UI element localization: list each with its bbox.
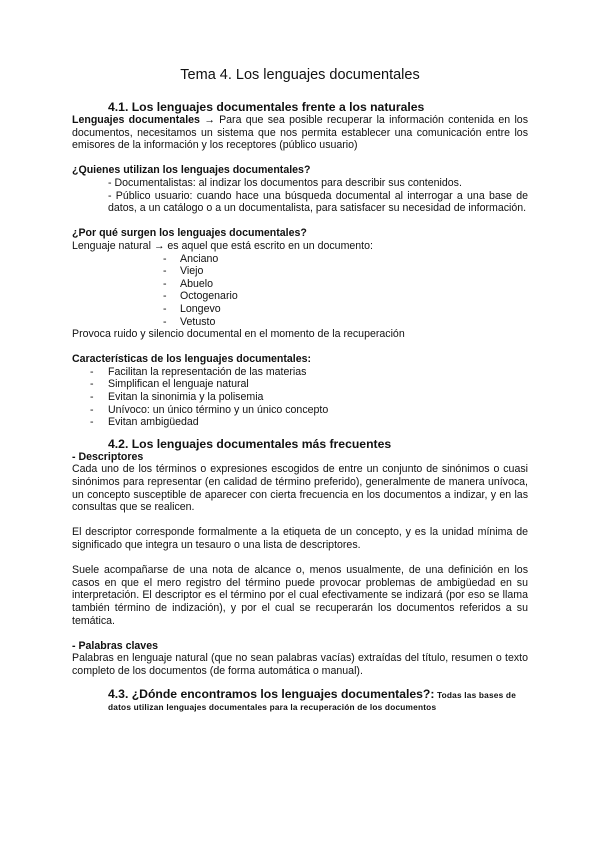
characteristics-title: Características de los lenguajes documentales: xyxy=(72,353,312,366)
lead-bold: Lenguajes documentales xyxy=(72,114,200,126)
keywords-paragraph: Palabras en lenguaje natural (que no sean palabras vacías) extraídas del título, resumen o texto completo de los documentos (de forma automática o manual). xyxy=(72,652,528,677)
list-item: - Vetusto xyxy=(163,316,528,329)
page-title: Tema 4. Los lenguajes documentales xyxy=(180,67,420,83)
list-item: - Anciano xyxy=(163,253,528,266)
section-4-3-text-a: Todas las bases de xyxy=(434,689,517,700)
list-item: - Unívoco: un único término y un único concepto xyxy=(90,404,528,417)
characteristics-list xyxy=(72,366,528,429)
descriptores-paragraph-2: El descriptor corresponde formalmente a la etiqueta de un concepto, y es la unidad mínima de significado que integra un tesauro o una lista de descriptores. xyxy=(72,526,528,551)
list-item: - Abuelo xyxy=(163,278,528,291)
lead-text: → Para que sea posible recuperar la información contenida en los documentos, necesitamos un sistema que nos permita establecer una comunicación entre los emisores de la información y los receptores (público usuario) xyxy=(72,114,528,152)
keywords-title: - Palabras claves xyxy=(72,639,158,652)
descriptores-paragraph-3: Suele acompañarse de una nota de alcance o, menos usualmente, de una definición en los casos en que el mero registro del término puede provocar problemas de ambigüedad en su interpretación. El descriptor es el término por el cual efectivamente se indizará (por eso se llama también término de indización), y por el cual se recuperarán los documentos referidos a su temática. xyxy=(72,564,528,627)
descriptores-paragraph-1: Cada uno de los términos o expresiones escogidos de entre un conjunto de sinónimos o cuasi sinónimos para representar (en calidad de término preferido), generalmente de manera unívoca, un concepto susceptible de aparecer con cierta frecuencia en los documentos a indizar, y en las consultas que se realicen. xyxy=(72,463,528,514)
document-page xyxy=(72,66,528,714)
list-item: - Facilitan la representación de las materias xyxy=(90,366,528,379)
list-item: - Evitan la sinonimia y la polisemia xyxy=(90,391,528,404)
noise-silence-text: Provoca ruido y silencio documental en el momento de la recuperación xyxy=(72,328,405,341)
descriptores-title: - Descriptores xyxy=(72,450,144,463)
section-4-3-text-b: datos utilizan lenguajes documentales para la recuperación de los documentos xyxy=(108,702,437,713)
natural-language-lead: Lenguaje natural → es aquel que está escrito en un documento: xyxy=(72,239,373,252)
who-item-1: - Documentalistas: al indizar los documentos para describir sus contenidos. xyxy=(108,176,462,189)
lead-paragraph xyxy=(72,114,528,152)
synonym-list xyxy=(72,253,528,329)
section-heading-4-1: 4.1. Los lenguajes documentales frente a los naturales xyxy=(108,100,425,114)
section-4-3 xyxy=(72,688,528,702)
list-item: - Longevo xyxy=(163,303,528,316)
list-item: - Viejo xyxy=(163,265,528,278)
list-item: - Octogenario xyxy=(163,290,528,303)
who-item-2: - Público usuario: cuando hace una búsqueda documental al interrogar a una base de datos, a un catálogo o a un documentalista, para satisfacer su necesidad de información. xyxy=(108,189,528,215)
list-item: - Evitan ambigüedad xyxy=(90,416,528,429)
question-who: ¿Quienes utilizan los lenguajes documentales? xyxy=(72,164,311,177)
section-heading-4-3: 4.3. ¿Dónde encontramos los lenguajes documentales?: xyxy=(108,686,435,701)
section-heading-4-2: 4.2. Los lenguajes documentales más frecuentes xyxy=(108,436,392,451)
list-item: - Simplifican el lenguaje natural xyxy=(90,378,528,391)
question-why: ¿Por qué surgen los lenguajes documentales? xyxy=(72,227,307,240)
